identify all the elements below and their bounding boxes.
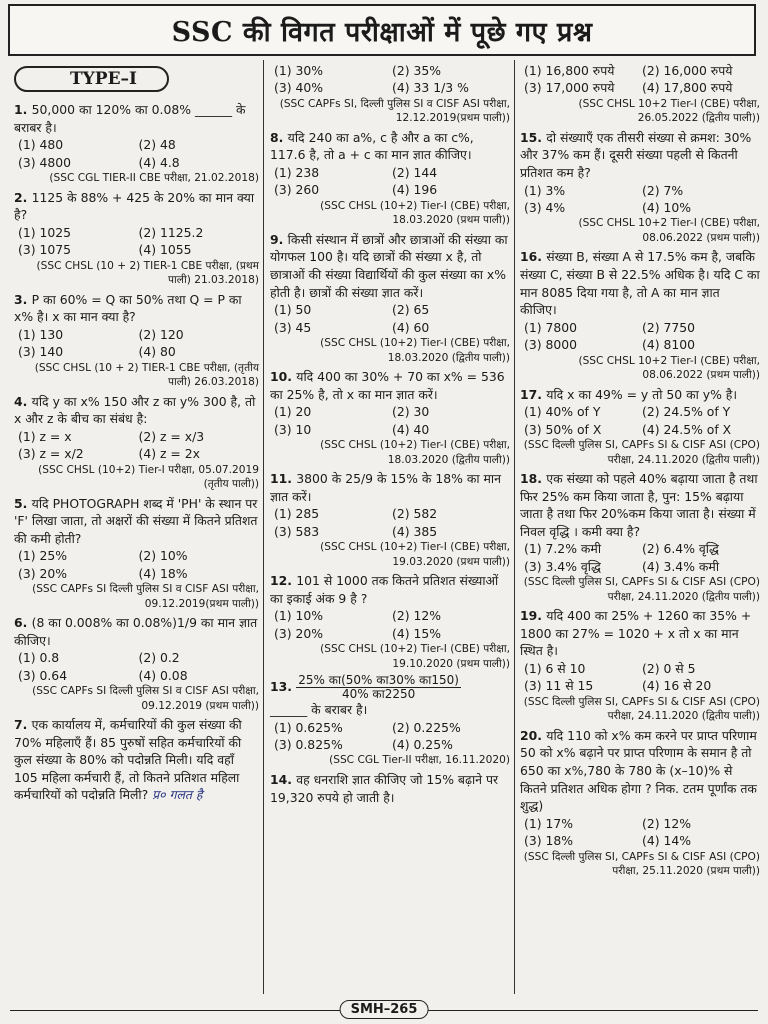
question-block: [14, 716, 259, 804]
question-text: [270, 771, 510, 806]
option: (1) 30%: [274, 63, 324, 78]
question-number: 2.: [14, 189, 32, 205]
option: (3) 1075: [18, 242, 72, 258]
fraction-denominator: 40% का2250: [341, 687, 416, 701]
option: (2) 48: [138, 137, 176, 153]
option: (4) 3.4% कमी: [642, 558, 720, 574]
options-grid: [14, 326, 259, 361]
options-grid: [270, 164, 510, 199]
option: (2) 12%: [392, 608, 442, 624]
question-13-fraction: [296, 674, 461, 701]
question-body: ______ के बराबर है।: [270, 702, 368, 717]
exam-source: (SSC CAPFs SI, दिल्ली पुलिस SI व CISF ASI परीक्षा, 12.12.2019(प्रथम पाली)): [279, 97, 510, 125]
question-body: वह धनराशि ज्ञात कीजिए जो 15% बढ़ाने पर 19,320 रुपये हो जाती है।: [270, 771, 499, 805]
page-title: SSC की विगत परीक्षाओं में पूछे गए प्रश्न: [171, 16, 593, 48]
exam-source: (SSC CHSL (10 + 2) TIER-1 CBE परीक्षा, (प्रथम पाली) 21.03.2018): [36, 259, 259, 286]
exam-source: (SSC CHSL 10+2 Tier-I (CBE) परीक्षा, 08.06.2022 (प्रथम पाली)): [578, 217, 760, 244]
options-grid: [520, 540, 760, 575]
options-grid: [270, 505, 510, 540]
question-block: [520, 62, 760, 126]
question-body: यदि 240 का a%, c है और a का c%, 117.6 है, तो a + c का मान ज्ञात कीजिए।: [270, 129, 474, 163]
question-number: 14.: [270, 771, 297, 787]
exam-source: (SSC CHSL (10+2) Tier-I (CBE) परीक्षा, 19.03.2020 (प्रथम पाली)): [320, 541, 510, 568]
exam-source: (SSC CHSL (10+2) Tier-I (CBE) परीक्षा, 19.10.2020 (प्रथम पाली)): [320, 643, 510, 670]
question-number: 16.: [520, 249, 547, 265]
question-body: P का 60% = Q का 50% तथा Q = P का x% है। x का मान क्या है?: [14, 291, 242, 325]
options-grid: [270, 62, 510, 97]
option: (2) 144: [392, 165, 438, 180]
option: (3) 20%: [18, 565, 68, 581]
option: (4) 0.25%: [392, 737, 453, 752]
question-number: 13.: [270, 679, 297, 694]
option: (1) 20: [274, 404, 312, 420]
question-body: दो संख्याएँ एक तीसरी संख्या से क्रमश: 30% और 37% कम हैं। दूसरी संख्या पहली से कितनी प्रतिशत कम है?: [520, 129, 752, 180]
exam-source: (SSC CAPFs SI दिल्ली पुलिस SI व CISF ASI परीक्षा, 09.12.2019(प्रथम पाली)): [32, 583, 259, 610]
question-body: यदि 400 का 25% + 1260 का 35% + 1800 का 27% = 1020 + x तो x का मान स्थित है।: [520, 608, 752, 659]
question-block: [520, 470, 760, 604]
option: (3) 45: [274, 319, 312, 335]
question-block: [270, 674, 510, 768]
column-2: [270, 62, 510, 996]
question-body: यदि PHOTOGRAPH शब्द में 'PH' के स्थान पर 'F' लिखा जाता, तो अक्षरों की संख्या में कितने प्रतिशत की कमी होती?: [14, 495, 258, 546]
option: (2) 24.5% of Y: [642, 404, 731, 420]
exam-source: (SSC CGL TIER-II CBE परीक्षा, 21.02.2018): [49, 172, 259, 184]
option: (4) z = 2x: [138, 446, 200, 462]
option: (4) 40: [392, 421, 430, 437]
option: (2) 16,000 रुपये: [642, 63, 733, 78]
question-text: [270, 368, 510, 403]
question-text: [14, 495, 259, 548]
exam-source: (SSC CAPFs SI दिल्ली पुलिस SI व CISF ASI परीक्षा, 09.12.2019 (प्रथम पाली)): [32, 685, 259, 712]
option: (3) 260: [274, 182, 320, 198]
question-number: 4.: [14, 393, 32, 409]
option: (1) 3%: [524, 182, 566, 198]
type-label: TYPE–I: [14, 66, 169, 92]
options-grid: [270, 719, 510, 754]
option: (3) 583: [274, 523, 320, 539]
question-number: 20.: [520, 727, 547, 743]
exam-source: (SSC दिल्ली पुलिस SI, CAPFs SI & CISF ASI (CPO) परीक्षा, 24.11.2020 (द्वितीय पाली)): [523, 695, 760, 723]
question-body: (8 का 0.008% का 0.08%)1/9 का मान ज्ञात कीजिए।: [14, 615, 258, 648]
options-grid: [14, 428, 259, 463]
option: (2) 12%: [642, 815, 692, 831]
exam-source: (SSC दिल्ली पुलिस SI, CAPFs SI & CISF ASI (CPO) परीक्षा, 25.11.2020 (प्रथम पाली)): [523, 850, 760, 878]
options-grid: [270, 607, 510, 642]
exam-source: (SSC CGL Tier-II परीक्षा, 16.11.2020): [329, 754, 510, 767]
question-text: [520, 727, 760, 815]
option: (2) 120: [138, 326, 184, 342]
option: (4) 14%: [642, 833, 692, 849]
option: (3) 10: [274, 421, 312, 437]
question-text: [14, 291, 259, 326]
option: (3) 50% of X: [524, 421, 602, 437]
page-title-box: [8, 4, 756, 56]
exam-source: (SSC दिल्ली पुलिस SI, CAPFs SI & CISF ASI (CPO) परीक्षा, 24.11.2020 (द्वितीय पाली)): [523, 576, 760, 603]
option: (2) z = x/3: [138, 428, 205, 444]
question-body: 3800 के 25/9 के 15% के 18% का मान ज्ञात करें।: [270, 471, 501, 504]
question-number: 18.: [520, 471, 547, 486]
question-number: 9.: [270, 231, 288, 247]
question-block: [270, 771, 510, 806]
question-block: [520, 129, 760, 246]
question-body: एक संख्या को पहले 40% बढ़ाया जाता है तथा फिर 25% कम किया जाता है, पुन: 15% बढ़ाया जाता है तथा फिर 20%कम किया जाता है। संख्या में निवल वृद्धि । कमी क्या है?: [520, 471, 758, 539]
options-grid: [520, 319, 760, 354]
option: (1) 1025: [18, 224, 72, 240]
option: (3) 140: [18, 344, 64, 360]
option: (2) 0 से 5: [642, 660, 696, 676]
question-block: [14, 495, 259, 612]
option: (1) 7.2% कमी: [524, 541, 602, 557]
question-block: [14, 291, 259, 390]
question-text: [14, 189, 259, 224]
question-text: [14, 393, 259, 428]
option: (4) 10%: [642, 200, 692, 215]
question-body: संख्या B, संख्या A से 17.5% कम है, जबकि संख्या C, संख्या B से 22.5% अधिक है। यदि C का मान 8085 दिया गया है, तो A का मान ज्ञात कीजिए।: [520, 249, 760, 318]
options-grid: [520, 403, 760, 438]
footer: [0, 998, 768, 1024]
options-grid: [14, 547, 259, 582]
question-body: एक कार्यालय में, कर्मचारियों की कुल संख्या की 70% महिलाएँ हैं। 85 पुरुषों सहित कर्मचारियों की कुल संख्या के 80% को पदोन्नति मिली। यदि वहाँ 105 महिला कर्मचारी हैं, तो कितने प्रतिशत महिला कर्मचारियों को पदोन्नति मिली?: [14, 717, 242, 803]
question-body: यदि x का 49% = y तो 50 का y% है।: [546, 386, 738, 402]
handwritten-note: प्र० गलत है: [148, 787, 203, 803]
question-block: [270, 62, 510, 126]
option: (1) 285: [274, 506, 320, 522]
option: (2) 35%: [392, 63, 442, 78]
option: (2) 0.2: [138, 650, 180, 666]
option: (2) 7750: [642, 319, 696, 335]
question-body: 50,000 का 120% का 0.08% ______ के बराबर है।: [14, 102, 246, 135]
question-text: [14, 101, 259, 136]
question-body: 1125 के 88% + 425 के 20% का मान क्या है?: [14, 189, 255, 223]
option: (1) 238: [274, 165, 320, 180]
options-grid: [520, 815, 760, 850]
option: (1) 10%: [274, 608, 324, 624]
question-text: [270, 674, 510, 719]
option: (4) 33 1/3 %: [392, 80, 469, 96]
question-block: [270, 368, 510, 467]
question-number: 15.: [520, 129, 547, 145]
option: (3) 20%: [274, 625, 324, 641]
option: (3) 17,000 रुपये: [524, 80, 615, 96]
question-block: [270, 572, 510, 671]
option: (2) 582: [392, 506, 438, 522]
column-1: [14, 62, 259, 996]
question-text: [270, 470, 510, 505]
question-text: [270, 231, 510, 301]
question-number: 12.: [270, 573, 297, 588]
option: (4) 1055: [138, 242, 192, 258]
option: (1) 130: [18, 326, 64, 342]
option: (4) 18%: [138, 565, 188, 581]
option: (2) 30: [392, 404, 430, 420]
options-grid: [270, 403, 510, 438]
option: (4) 4.8: [138, 154, 180, 170]
option: (3) 8000: [524, 337, 578, 353]
option: (2) 10%: [138, 548, 188, 564]
option: (2) 65: [392, 302, 430, 318]
option: (3) 4800: [18, 154, 72, 170]
question-number: 11.: [270, 471, 297, 486]
option: (4) 17,800 रुपये: [642, 80, 733, 96]
column-divider: [263, 60, 264, 994]
options-grid: [520, 660, 760, 695]
option: (1) 0.8: [18, 650, 60, 666]
question-text: [270, 572, 510, 607]
question-body: यदि y का x% 150 और z का y% 300 है, तो x और z के बीच का संबंध है:: [14, 393, 256, 427]
question-body: किसी संस्थान में छात्रों और छात्राओं की संख्या का योगफल 100 है। यदि छात्रों की संख्या x है, तो छात्राओं की संख्या विद्यार्थियों की कुल संख्या का x% होती है। छात्रों की संख्या ज्ञात करें।: [270, 231, 508, 300]
option: (4) 196: [392, 182, 438, 198]
exam-source: (SSC CHSL 10+2 Tier-I (CBE) परीक्षा, 26.05.2022 (द्वितीय पाली)): [578, 97, 760, 125]
question-text: [520, 248, 760, 318]
question-block: [520, 727, 760, 879]
question-body: 101 से 1000 तक कितने प्रतिशत संख्याओं का इकाई अंक 9 है ?: [270, 573, 499, 606]
option: (4) 16 से 20: [642, 678, 712, 694]
options-grid: [520, 62, 760, 97]
option: (2) 1125.2: [138, 224, 204, 240]
options-grid: [14, 649, 259, 684]
exam-source: (SSC CHSL (10+2) Tier-I (CBE) परीक्षा, 18.03.2020 (प्रथम पाली)): [320, 199, 510, 227]
options-grid: [14, 136, 259, 171]
exam-source: (SSC CHSL (10+2) Tier-I (CBE) परीक्षा, 18.03.2020 (द्वितीय पाली)): [320, 337, 510, 364]
option: (1) 480: [18, 137, 64, 153]
question-block: [14, 189, 259, 288]
question-text: [520, 607, 760, 660]
option: (1) 16,800 रुपये: [524, 63, 615, 78]
question-text: [270, 129, 510, 164]
option: (1) 7800: [524, 319, 578, 335]
option: (2) 6.4% वृद्धि: [642, 541, 719, 557]
option: (2) 0.225%: [392, 719, 461, 735]
question-block: [14, 101, 259, 186]
option: (1) 25%: [18, 548, 68, 564]
question-number: 5.: [14, 495, 32, 511]
options-grid: [14, 224, 259, 259]
option: (4) 60: [392, 319, 430, 335]
option: (4) 24.5% of X: [642, 421, 732, 437]
question-block: [270, 129, 510, 228]
question-number: 8.: [270, 129, 288, 145]
question-number: 19.: [520, 608, 547, 624]
question-block: [14, 393, 259, 492]
option: (1) 40% of Y: [524, 404, 601, 420]
options-grid: [520, 182, 760, 217]
option: (1) 6 से 10: [524, 660, 586, 676]
option: (3) 11 से 15: [524, 678, 594, 694]
question-text: [520, 470, 760, 540]
question-number: 17.: [520, 386, 547, 402]
question-block: [520, 248, 760, 382]
option: (3) 40%: [274, 80, 324, 96]
question-text: [520, 386, 760, 404]
question-text: [14, 716, 259, 804]
question-number: 7.: [14, 717, 32, 733]
question-block: [520, 386, 760, 467]
question-block: [14, 614, 259, 713]
option: (4) 8100: [642, 337, 696, 353]
question-number: 6.: [14, 615, 32, 631]
column-divider: [514, 60, 515, 994]
option: (1) z = x: [18, 428, 72, 444]
page-number: SMH–265: [340, 1000, 429, 1019]
option: (4) 80: [138, 344, 176, 360]
option: (1) 17%: [524, 815, 574, 831]
question-number: 3.: [14, 291, 32, 307]
option: (3) 3.4% वृद्धि: [524, 558, 601, 574]
option: (4) 0.08: [138, 667, 188, 683]
question-block: [520, 607, 760, 724]
exam-source: (SSC CHSL 10+2 Tier-I (CBE) परीक्षा, 08.06.2022 (प्रथम पाली)): [578, 354, 760, 382]
question-number: 1.: [14, 102, 32, 117]
option: (1) 50: [274, 302, 312, 318]
exam-source: (SSC CHSL (10+2) Tier-I (CBE) परीक्षा, 18.03.2020 (द्वितीय पाली)): [320, 439, 510, 466]
option: (3) 18%: [524, 833, 574, 849]
question-block: [270, 470, 510, 569]
option: (2) 7%: [642, 182, 684, 198]
option: (1) 0.625%: [274, 719, 343, 735]
question-body: यदि 400 का 30% + 70 का x% = 536 का 25% है, तो x का मान ज्ञात करें।: [270, 369, 505, 402]
exam-source: (SSC CHSL (10 + 2) TIER-1 CBE परीक्षा, (तृतीय पाली) 26.03.2018): [34, 361, 259, 388]
exam-source: (SSC दिल्ली पुलिस SI, CAPFs SI & CISF ASI (CPO) परीक्षा, 24.11.2020 (द्वितीय पाली)): [523, 439, 760, 466]
question-body: यदि 110 को x% कम करने पर प्राप्त परिणाम 50 को x% बढ़ाने पर प्राप्त परिणाम के समान है तो 650 का x%,780 के 780 के (x–10)% से कितने प्रतिशत अधिक होगा ? निक. टतम पूर्णांक तक शुद्ध): [520, 727, 757, 814]
question-text: [520, 129, 760, 182]
option: (4) 385: [392, 523, 438, 539]
fraction-numerator: 25% का(50% का30% का150): [298, 673, 459, 687]
options-grid: [270, 301, 510, 336]
question-text: [14, 614, 259, 649]
question-number: 10.: [270, 369, 297, 384]
option: (3) 0.825%: [274, 737, 343, 752]
option: (3) 0.64: [18, 667, 68, 683]
column-3: [520, 62, 760, 996]
exam-source: (SSC CHSL (10+2) Tier-I परीक्षा, 05.07.2019 (तृतीय पाली)): [38, 463, 259, 490]
question-block: [270, 231, 510, 365]
option: (4) 15%: [392, 625, 442, 641]
option: (3) z = x/2: [18, 446, 84, 462]
option: (3) 4%: [524, 200, 566, 215]
